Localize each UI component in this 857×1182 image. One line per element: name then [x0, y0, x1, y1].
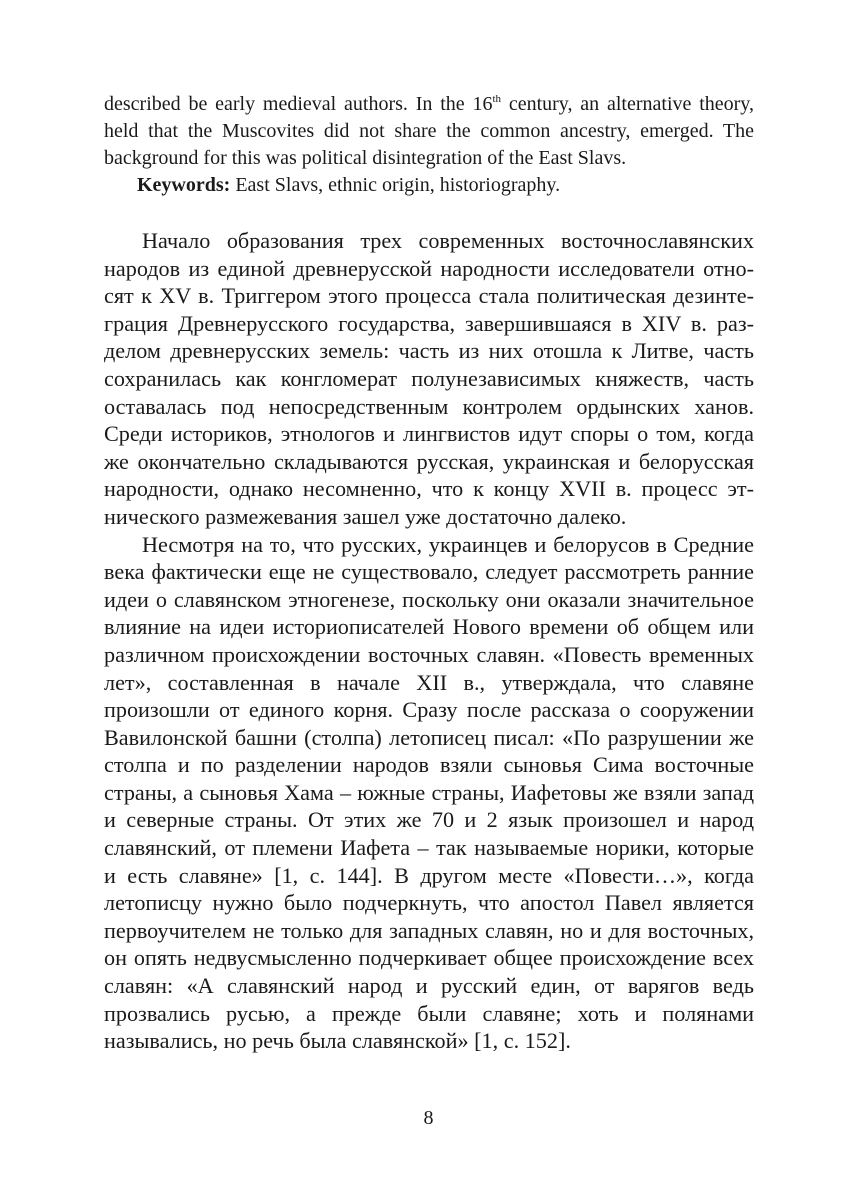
- abstract-paragraph: [104, 91, 754, 172]
- ordinal-superscript: th: [492, 93, 501, 105]
- abstract-section: [104, 91, 754, 199]
- abstract-text-start: described be early medieval authors. In the 16: [104, 93, 493, 115]
- keywords-line: [104, 172, 754, 199]
- page-number: 8: [423, 1107, 434, 1129]
- body-paragraph-1: Начало образования трех современных восточнославянских народов из единой древнерусской народности исследователи относят к XV в. Триггером этого процесса стала политическая дезинтеграция Древнерусского государства, завершившаяся в XIV в. разделом древнерусских земель: часть из них отошла к Литве, часть сохранилась как конгломерат полунезависимых княжеств, часть оставалась под непосредственным контролем ордынских ханов. Среди историков, этнологов и лингвистов идут споры о том, когда же окончательно складываются русская, украинская и белорусская народности, однако несомненно, что к концу XVII в. процесс этнического размежевания зашел уже достаточно далеко.: [104, 228, 754, 529]
- body-paragraph-2: Несмотря на то, что русских, украинцев и белорусов в Средние века фактически еще не существовало, следует рассмотреть ранние идеи о славянском этногенезе, поскольку они оказали значительное влияние на идеи историописателей Нового времени об общем или различном происхождении восточных славян. «Повесть временных лет», составленная в начале XII в., утверждала, что славяне произошли от единого корня. Сразу после рассказа о сооружении Вавилонской башни (столпа) летописец писал: «По разрушении же столпа и по разделении народов взяли сыновья Сима восточные страны, а сыновья Хама – южные страны, Иафетовы же взяли запад и северные страны. От этих же 70 и 2 язык произошел и народ славянский, от племени Иафета – так называемые норики, которые и есть славяне» [1, с. 144]. В другом месте «Повести…», когда летописцу нужно было подчеркнуть, что апостол Павел является первоучителем не только для западных славян, но и для восточных, он опять недвусмысленно подчеркивает общее происхождение всех славян: «А славянский народ и русский един, от варягов ведь прозвались русью, а прежде были славяне; хоть и полянами назывались, но речь была славянской» [1, с. 152].: [104, 531, 754, 1054]
- keywords-text: East Slavs, ethnic origin, historiography.: [230, 174, 561, 196]
- abstract-text-end: century, an alternative theory, held that the Muscovites did not share the common ancestry, emerged. The background for this was political disintegration of the East Slavs.: [104, 93, 754, 169]
- keywords-label: Keywords:: [137, 174, 231, 196]
- main-body: [104, 227, 754, 1055]
